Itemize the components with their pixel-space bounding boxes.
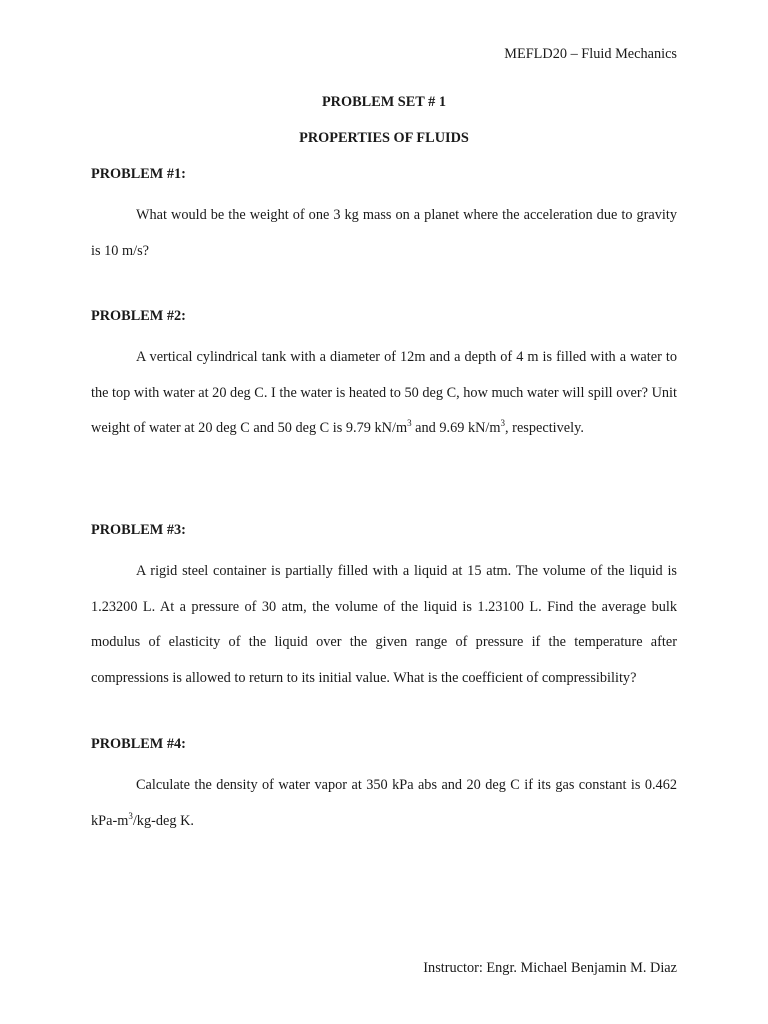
problem-2-superscript-1: 3 (407, 418, 412, 429)
problem-2 (91, 306, 677, 447)
problem-4-superscript: 3 (128, 810, 133, 821)
problem-1-text: What would be the weight of one 3 kg mass on a planet where the acceleration due to gravity is 10 m/s? (91, 207, 677, 259)
instructor-footer: Instructor: Engr. Michael Benjamin M. Diaz (423, 960, 677, 976)
problem-2-text-part-b: and 9.69 kN/m (411, 420, 501, 437)
problem-2-label: PROBLEM #2: (91, 308, 186, 324)
problem-3-text: A rigid steel container is partially filled with a liquid at 15 atm. The volume of the liquid is 1.23200 L. At a pressure of 30 atm, the volume of the liquid is 1.23100 L. Find the average bulk modulus of elasticity of the liquid over the given range of pressure if the temperature after compressions is allowed to return to its initial value. What is the coefficient of compressibility? (91, 563, 677, 686)
problem-4-text-part-b: /kg-deg K. (132, 812, 194, 829)
problem-2-text-part-a: A vertical cylindrical tank with a diameter of 12m and a depth of 4 m is filled with a water to the top with water at 20 deg C. I the water is heated to 50 deg C, how much water will spill over? Unit weight of water at 20 deg C and 50 deg C is 9.79 kN/m (91, 349, 677, 437)
problem-1 (91, 164, 677, 269)
course-header: MEFLD20 – Fluid Mechanics (504, 46, 677, 62)
problem-2-text (91, 340, 677, 447)
problem-4 (91, 734, 677, 839)
problem-1-label: PROBLEM #1: (91, 166, 186, 182)
problem-4-text-part-a: Calculate the density of water vapor at 350 kPa abs and 20 deg C if its gas constant is 0.462 kPa-m (91, 777, 677, 829)
problem-3-label: PROBLEM #3: (91, 522, 186, 538)
problem-4-label: PROBLEM #4: (91, 736, 186, 752)
problem-2-superscript-2: 3 (500, 418, 506, 429)
topic-title: PROPERTIES OF FLUIDS (299, 130, 469, 146)
problem-set-title: PROBLEM SET # 1 (321, 94, 447, 110)
problem-3 (91, 520, 677, 696)
problem-4-text (91, 768, 677, 839)
problem-2-text-part-c: , respectively. (505, 420, 584, 437)
